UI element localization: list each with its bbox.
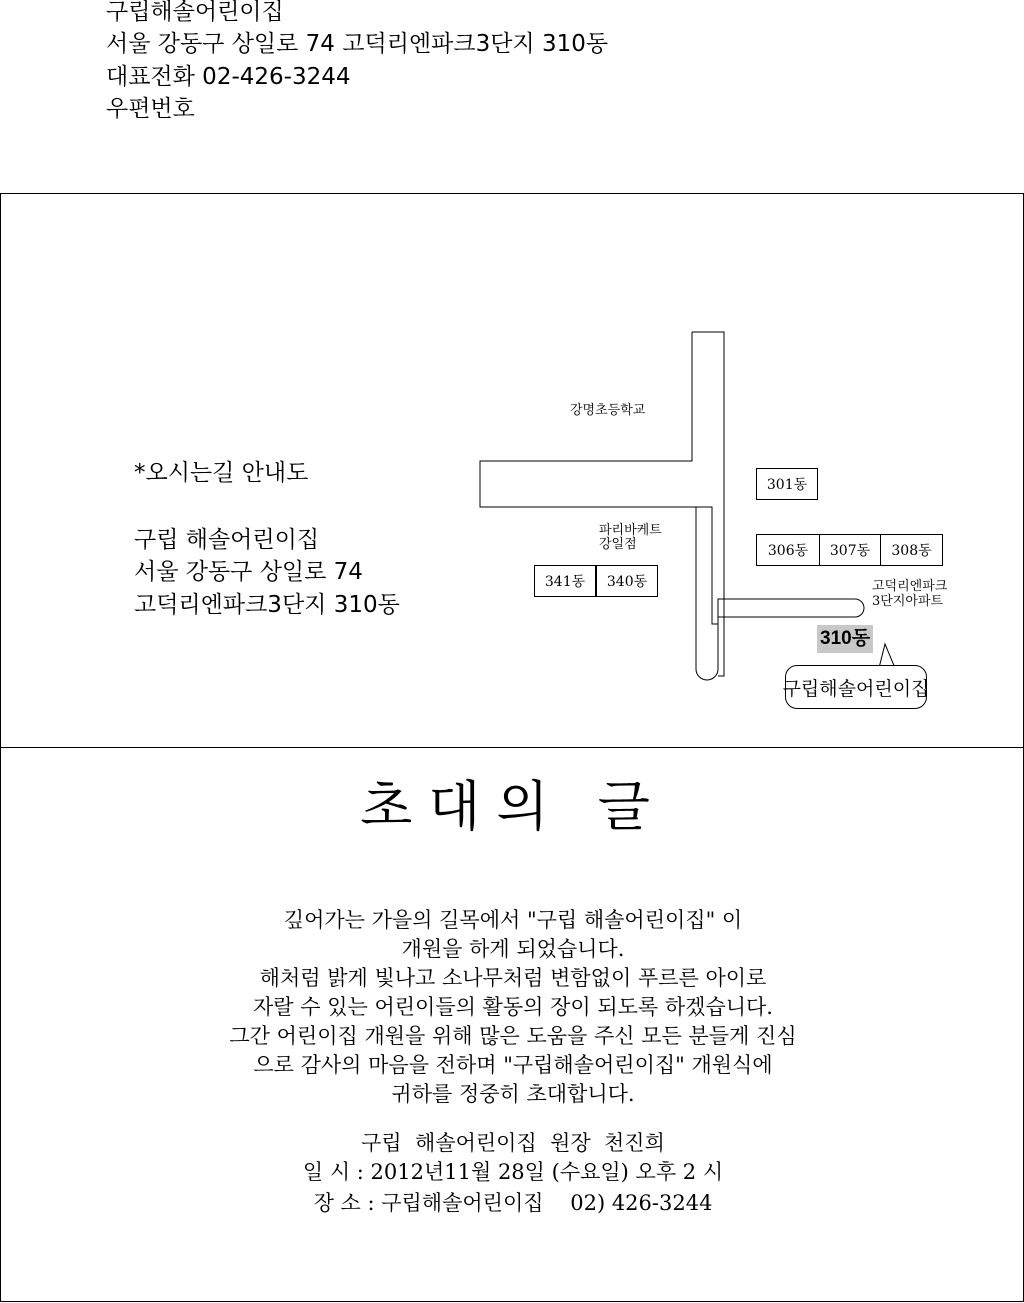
road-network [692,332,724,676]
invitation-line-2: 개원을 하게 되었습니다. [401,937,625,961]
apartment-label-2: 3단지아파트 [872,594,944,609]
building-341: 341동 [534,565,596,597]
building-340: 340동 [596,565,658,597]
road-upper [480,332,864,680]
building-301: 301동 [756,468,818,500]
invitation-line-7: 귀하를 정중히 초대합니다. [391,1082,635,1106]
bakery-label-1: 파리바케트 [599,523,662,538]
invitation-line-1: 깊어가는 가을의 길목에서 "구립 해솔어린이집" 이 [283,908,743,932]
school-label: 강명초등학교 [570,403,646,418]
guide-name: 구립 해솔어린이집 [134,527,320,553]
invitation-line-6: 으로 감사의 마음을 전하며 "구립해솔어린이집" 개원식에 [253,1053,773,1077]
daycare-address: 서울 강동구 상일로 74 고덕리엔파크3단지 310동 [106,31,609,57]
guide-title: *오시는길 안내도 [134,460,309,486]
guide-address-line-1: 서울 강동구 상일로 74 [134,559,363,585]
invitation-signature: 구립 해솔어린이집 원장 천진희 [361,1131,665,1155]
invitation-place: 장 소 : 구립해솔어린이집 02) 426-3244 [313,1191,713,1215]
invitation-line-5: 그간 어린이집 개원을 위해 많은 도움을 주신 모든 분들게 진심 [229,1024,797,1048]
invitation-panel [0,746,1024,1302]
invitation-title: 초대의 글 [360,775,666,838]
bakery-label-2: 강일점 [599,537,637,552]
guide-address-line-2: 고덕리엔파크3단지 310동 [134,592,400,618]
daycare-name: 구립해솔어린이집 [106,0,284,25]
map-panel [0,193,1024,748]
target-building-310: 310동 [817,625,873,653]
invitation-date: 일 시 : 2012년11월 28일 (수요일) 오후 2 시 [302,1160,724,1184]
building-308: 308동 [880,534,943,566]
apartment-label-1: 고덕리엔파크 [872,579,948,594]
daycare-callout: 구립해솔어린이집 [785,665,927,709]
postcode-label: 우편번호 [106,96,195,122]
building-306: 306동 [756,534,820,566]
daycare-phone: 대표전화 02-426-3244 [106,64,351,90]
building-307: 307동 [819,534,881,566]
invitation-line-3: 해처럼 밝게 빛나고 소나무처럼 변함없이 푸르른 아이로 [259,966,767,990]
invitation-line-4: 자랄 수 있는 어린이들의 활동의 장이 되도록 하겠습니다. [253,995,773,1019]
